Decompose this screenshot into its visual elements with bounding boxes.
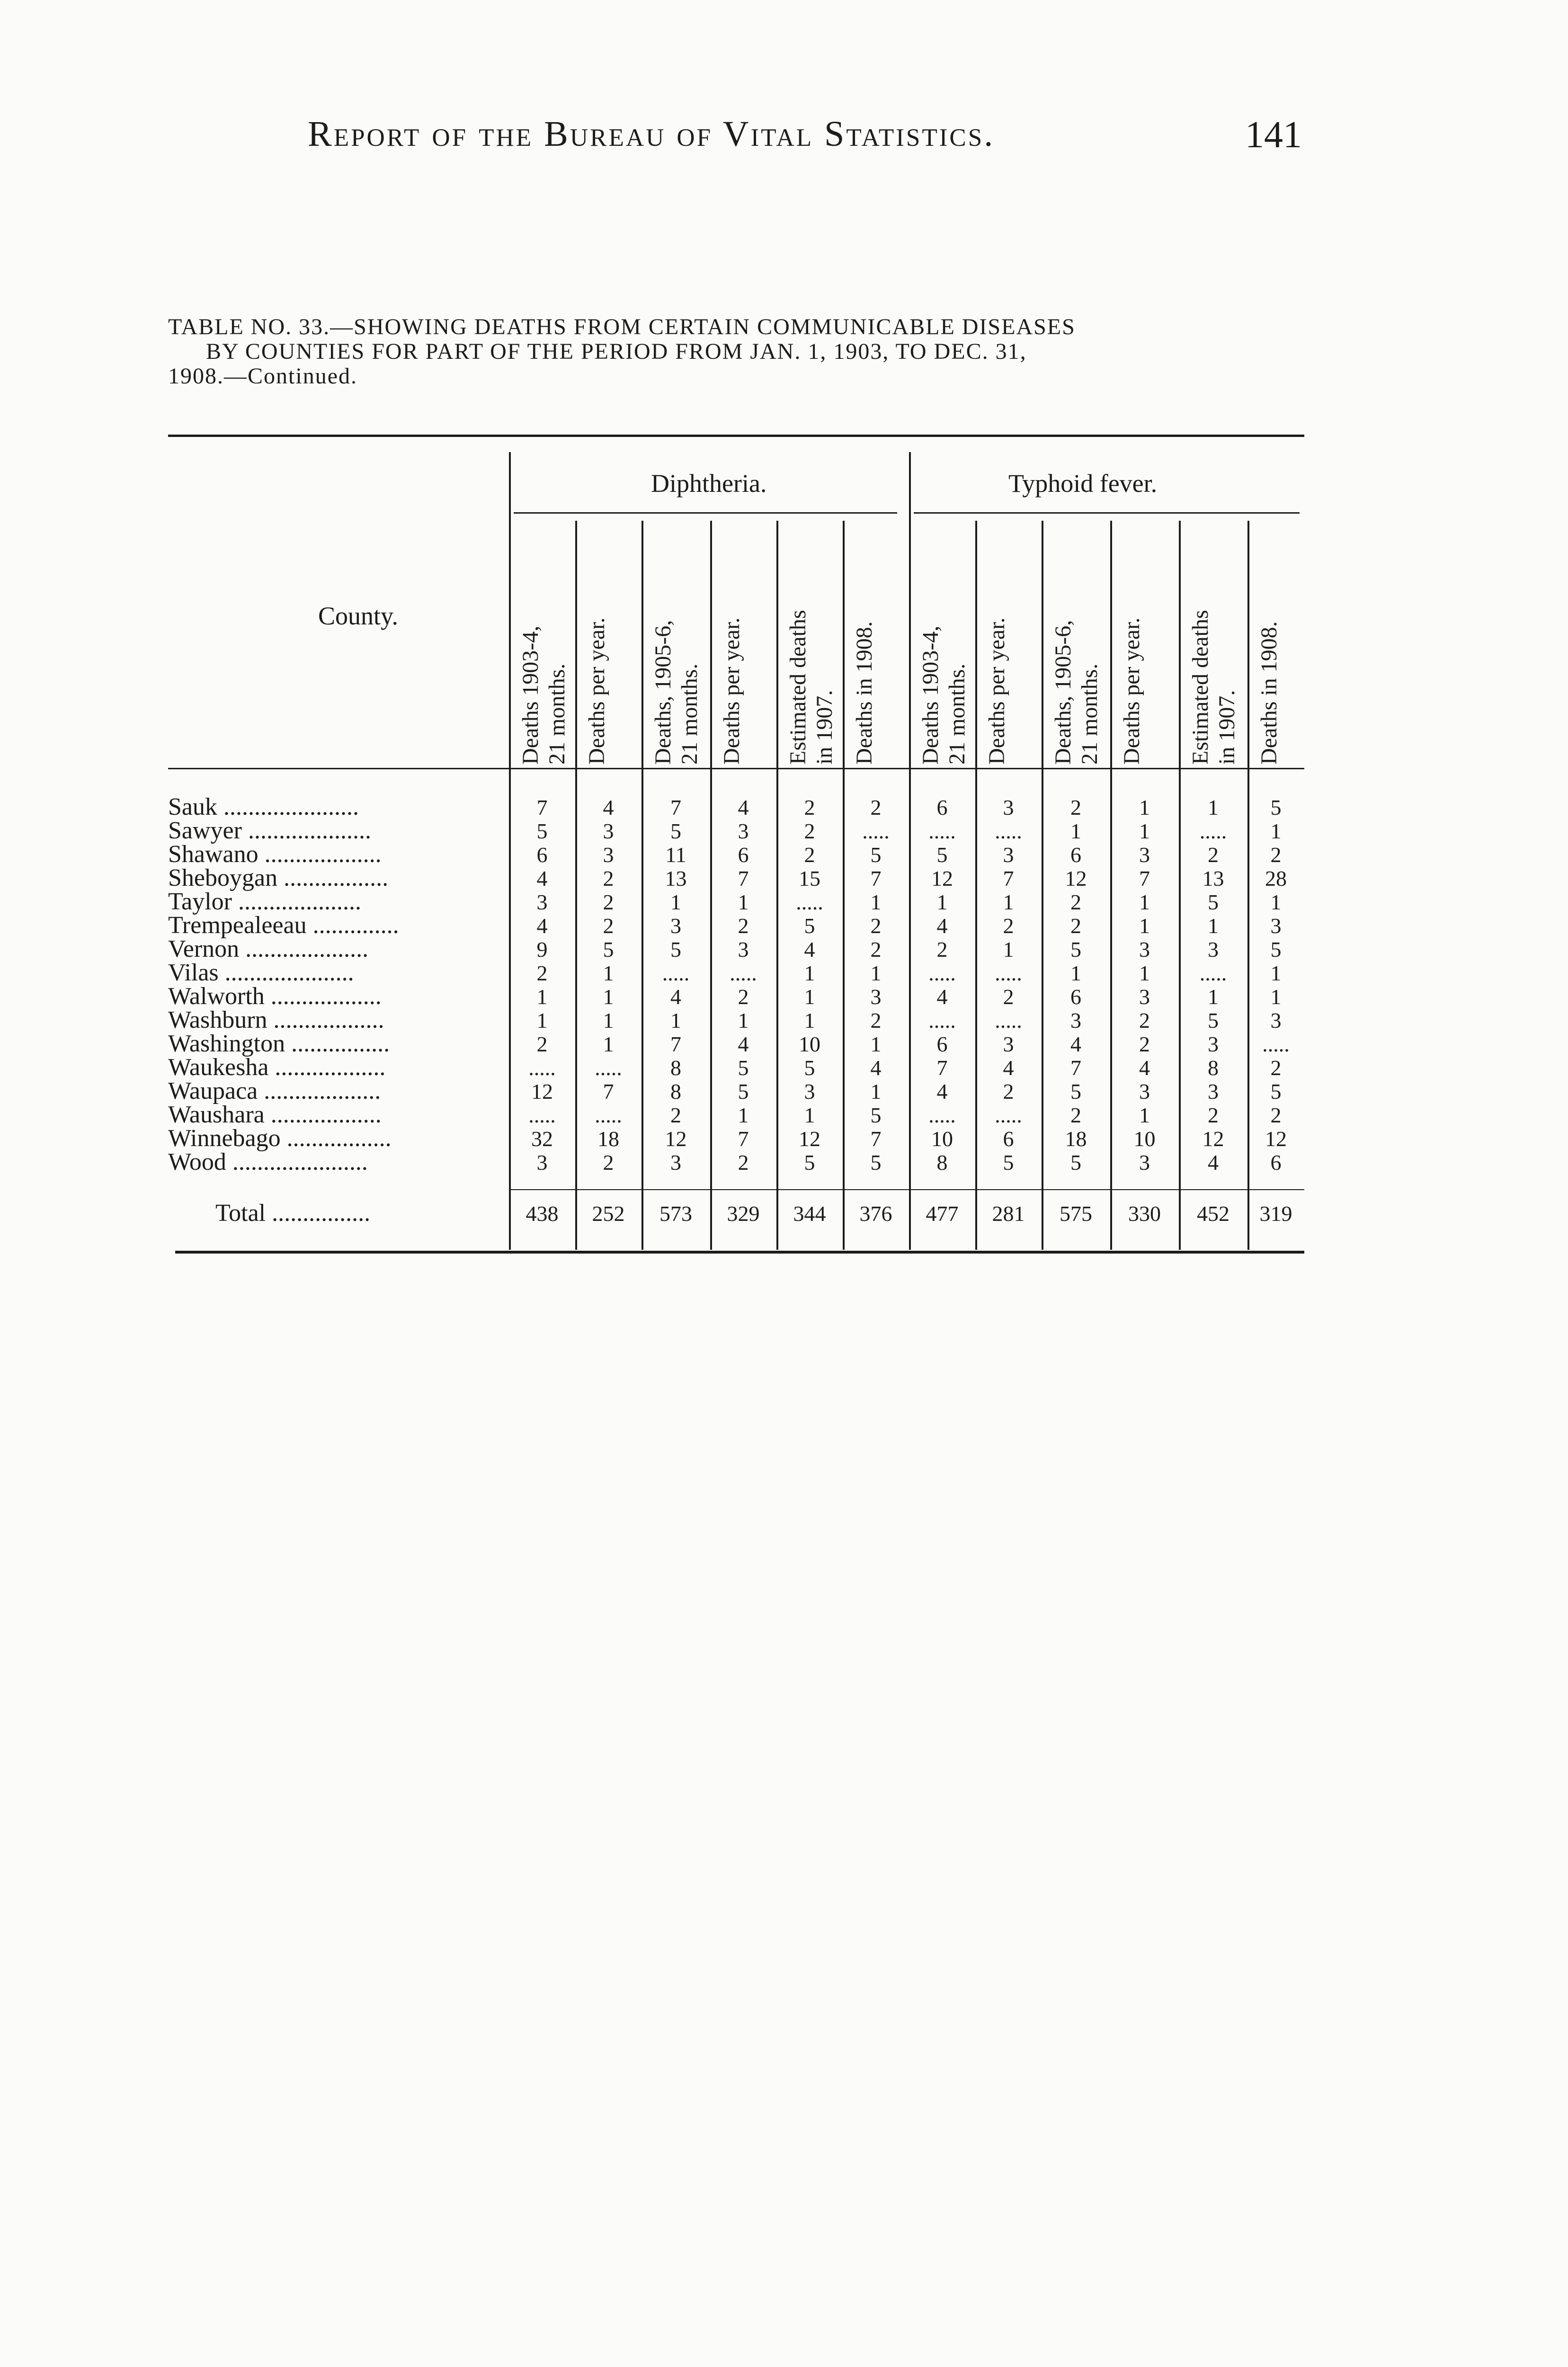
- table-cell: 6: [1270, 1150, 1282, 1175]
- table-cell: 5: [804, 1150, 815, 1175]
- table-cell: .....: [1262, 1032, 1290, 1056]
- table-cell: 2: [603, 914, 614, 938]
- county-name: Waukesha ..................: [168, 1054, 386, 1081]
- table-cell: 5: [536, 819, 548, 843]
- table-cell: 5: [670, 937, 681, 961]
- table-cell: 13: [665, 866, 687, 890]
- table-cell: 2: [603, 1150, 614, 1175]
- table-cell: 1: [536, 1008, 548, 1032]
- table-cell: 2: [870, 1008, 882, 1032]
- header-rule: [168, 768, 1304, 769]
- table-cell: 1: [738, 1008, 749, 1032]
- page-number: 141: [1245, 114, 1302, 156]
- column-header-line1: Deaths in 1908.: [852, 621, 877, 765]
- table-cell: .....: [995, 1103, 1022, 1127]
- table-cell: 1: [1208, 985, 1219, 1009]
- table-cell: 3: [1139, 937, 1150, 961]
- county-name: Shawano ...................: [168, 841, 382, 868]
- table-cell: 1: [1208, 795, 1219, 819]
- column-header-line2: 21 months.: [1077, 663, 1102, 765]
- column-header-line2: 21 months.: [944, 663, 970, 765]
- table-cell: 1: [1139, 1103, 1150, 1127]
- table-cell: 2: [1208, 843, 1219, 867]
- table-cell: 2: [1003, 914, 1014, 938]
- table-cell: 1: [670, 1008, 681, 1032]
- table-cell: 3: [1139, 1150, 1150, 1175]
- table-cell: 4: [738, 1032, 749, 1056]
- column-header-line1: Deaths in 1908.: [1256, 621, 1282, 765]
- column-header-line2: in 1907.: [1214, 690, 1239, 765]
- table-cell: 32: [531, 1127, 553, 1151]
- table-cell: 1: [804, 1103, 815, 1127]
- table-cell: 12: [1202, 1127, 1224, 1151]
- table-cell: 5: [1270, 795, 1282, 819]
- table-cell: 4: [936, 985, 948, 1009]
- column-header-line2: 21 months.: [544, 663, 570, 765]
- group-header-diphtheria: Diphtheria.: [651, 469, 767, 498]
- table-cell: 4: [936, 1079, 948, 1103]
- table-cell: 3: [1270, 1008, 1282, 1032]
- table-cell: 5: [870, 1150, 882, 1175]
- table-cell: 1: [1208, 914, 1219, 938]
- table-cell: 2: [1070, 795, 1081, 819]
- table-cell: 12: [1265, 1127, 1287, 1151]
- table-cell: 1: [603, 1008, 614, 1032]
- table-cell: 12: [665, 1127, 687, 1151]
- table-cell: 4: [936, 914, 948, 938]
- total-cell: 575: [1060, 1201, 1092, 1226]
- table-cell: 5: [870, 843, 882, 867]
- table-cell: .....: [928, 819, 956, 843]
- table-cell: 1: [1003, 890, 1014, 914]
- table-cell: 1: [1139, 795, 1150, 819]
- table-cell: 3: [870, 985, 882, 1009]
- table-cell: 2: [870, 937, 882, 961]
- table-cell: 6: [1003, 1127, 1014, 1151]
- table-cell: .....: [730, 961, 757, 985]
- table-cell: 12: [531, 1079, 553, 1103]
- total-cell: 438: [526, 1201, 559, 1226]
- table-cell: 4: [536, 914, 548, 938]
- table-cell: 7: [870, 866, 882, 890]
- county-name: Winnebago .................: [168, 1125, 392, 1152]
- column-header-line1: Deaths per year.: [584, 617, 609, 765]
- table-cell: 5: [1208, 890, 1219, 914]
- table-cell: 3: [1208, 1032, 1219, 1056]
- table-cell: 2: [1070, 914, 1081, 938]
- table-cell: 7: [936, 1056, 948, 1080]
- table-cell: 1: [603, 985, 614, 1009]
- table-cell: 2: [804, 795, 815, 819]
- table-cell: 2: [1003, 985, 1014, 1009]
- table-cell: 1: [870, 1079, 882, 1103]
- table-cell: 2: [603, 890, 614, 914]
- table-cell: 2: [670, 1103, 681, 1127]
- table-cell: 2: [1270, 1103, 1282, 1127]
- table-cell: .....: [1199, 961, 1227, 985]
- table-cell: 13: [1202, 866, 1224, 890]
- table-cell: 1: [870, 890, 882, 914]
- total-cell: 452: [1197, 1201, 1229, 1226]
- table-cell: .....: [528, 1103, 556, 1127]
- table-cell: 7: [670, 1032, 681, 1056]
- table-cell: 3: [1003, 1032, 1014, 1056]
- table-cell: 5: [804, 914, 815, 938]
- column-header-line1: Estimated deaths: [785, 610, 811, 765]
- table-cell: 15: [799, 866, 820, 890]
- county-name: Sauk ......................: [168, 793, 359, 820]
- table-cell: 2: [1070, 890, 1081, 914]
- caption-line: 1908.—Continued.: [168, 364, 357, 389]
- table-cell: 3: [603, 843, 614, 867]
- table-cell: 3: [738, 937, 749, 961]
- table-cell: 6: [1070, 985, 1081, 1009]
- table-cell: 5: [936, 843, 948, 867]
- table-cell: 10: [799, 1032, 820, 1056]
- county-name: Waushara ..................: [168, 1101, 382, 1128]
- table-cell: 3: [1139, 985, 1150, 1009]
- column-header-line1: Deaths per year.: [984, 617, 1009, 765]
- table-cell: 1: [1070, 961, 1081, 985]
- table-cell: 2: [603, 866, 614, 890]
- table-cell: 7: [738, 1127, 749, 1151]
- table-cell: 5: [1270, 937, 1282, 961]
- table-cell: 2: [738, 1150, 749, 1175]
- table-cell: 5: [1208, 1008, 1219, 1032]
- table-cell: 5: [738, 1056, 749, 1080]
- table-cell: 18: [597, 1127, 619, 1151]
- table-cell: 4: [1003, 1056, 1014, 1080]
- table-cell: 2: [870, 914, 882, 938]
- total-cell: 281: [992, 1201, 1025, 1226]
- table-cell: 7: [1003, 866, 1014, 890]
- table-cell: 1: [603, 961, 614, 985]
- table-cell: 8: [670, 1056, 681, 1080]
- column-header-line1: Deaths per year.: [719, 617, 744, 765]
- table-cell: .....: [1199, 819, 1227, 843]
- table-cell: 3: [536, 1150, 548, 1175]
- table-cell: 5: [670, 819, 681, 843]
- caption-line: BY COUNTIES FOR PART OF THE PERIOD FROM JAN. 1, 1903, TO DEC. 31,: [206, 339, 1027, 364]
- table-cell: 8: [936, 1150, 948, 1175]
- total-cell: 477: [926, 1201, 959, 1226]
- table-cell: 1: [670, 890, 681, 914]
- table-cell: 5: [1070, 937, 1081, 961]
- table-cell: 8: [670, 1079, 681, 1103]
- county-name: Washburn ..................: [168, 1006, 384, 1033]
- table-cell: 2: [1139, 1032, 1150, 1056]
- total-cell: 344: [793, 1201, 826, 1226]
- county-name: Washington ................: [168, 1030, 390, 1057]
- table-cell: 5: [1070, 1150, 1081, 1175]
- table-cell: 5: [804, 1056, 815, 1080]
- table-cell: 1: [804, 961, 815, 985]
- table-cell: 6: [1070, 843, 1081, 867]
- table-cell: .....: [528, 1056, 556, 1080]
- column-header-line1: Deaths 1903-4,: [518, 625, 543, 765]
- table-cell: 6: [936, 1032, 948, 1056]
- top-rule: [168, 435, 1304, 437]
- total-label: Total ................: [215, 1200, 371, 1227]
- table-cell: 3: [1270, 914, 1282, 938]
- total-cell: 573: [659, 1201, 692, 1226]
- column-header-line1: Deaths, 1905-6,: [650, 620, 676, 765]
- table-cell: 3: [1003, 795, 1014, 819]
- table-cell: 4: [804, 937, 815, 961]
- table-cell: 3: [1003, 843, 1014, 867]
- group-header-typhoid-fever: Typhoid fever.: [1008, 469, 1158, 498]
- table-cell: 1: [1270, 819, 1282, 843]
- county-name: Sawyer ....................: [168, 817, 371, 844]
- table-cell: 3: [603, 819, 614, 843]
- table-cell: 3: [670, 1150, 681, 1175]
- total-rule: [509, 1189, 1304, 1190]
- table-cell: 2: [738, 914, 749, 938]
- table-cell: 7: [1139, 866, 1150, 890]
- table-cell: 1: [1139, 890, 1150, 914]
- table-cell: 2: [536, 1032, 548, 1056]
- running-title: Report of the Bureau of Vital Statistics.: [308, 114, 995, 154]
- table-cell: 2: [804, 819, 815, 843]
- table-cell: 12: [799, 1127, 820, 1151]
- table-cell: 5: [1070, 1079, 1081, 1103]
- table-cell: 1: [1270, 890, 1282, 914]
- table-cell: 3: [1208, 937, 1219, 961]
- table-cell: 2: [804, 843, 815, 867]
- county-name: Wood ......................: [168, 1148, 368, 1175]
- total-cell: 319: [1259, 1201, 1292, 1226]
- county-name: Vernon ....................: [168, 935, 369, 962]
- table-cell: 1: [603, 1032, 614, 1056]
- county-name: Vilas .....................: [168, 959, 354, 986]
- table-caption: [168, 315, 1304, 389]
- caption-line: TABLE NO. 33.—SHOWING DEATHS FROM CERTAIN COMMUNICABLE DISEASES: [168, 314, 1076, 339]
- table-cell: .....: [995, 961, 1022, 985]
- table-cell: 2: [1208, 1103, 1219, 1127]
- table-cell: .....: [995, 1008, 1022, 1032]
- page-header: [308, 114, 1302, 166]
- table-cell: 3: [804, 1079, 815, 1103]
- total-cell: 329: [727, 1201, 760, 1226]
- table-cell: 3: [1139, 1079, 1150, 1103]
- table-cell: 6: [738, 843, 749, 867]
- table-cell: 1: [870, 1032, 882, 1056]
- column-header-line2: 21 months.: [677, 663, 702, 765]
- table-cell: 4: [670, 985, 681, 1009]
- table-cell: 2: [1070, 1103, 1081, 1127]
- column-header-line1: Deaths 1903-4,: [918, 625, 943, 765]
- column-header-line1: Estimated deaths: [1188, 610, 1213, 765]
- table-cell: 3: [1208, 1079, 1219, 1103]
- county-header: County.: [318, 602, 399, 630]
- table-cell: 1: [1070, 819, 1081, 843]
- table-cell: 1: [804, 1008, 815, 1032]
- column-header-line2: in 1907.: [812, 690, 837, 765]
- table-cell: 3: [670, 914, 681, 938]
- table-cell: 7: [536, 795, 548, 819]
- county-name: Taylor ....................: [168, 888, 361, 915]
- table-cell: 2: [870, 795, 882, 819]
- table-cell: .....: [928, 1103, 956, 1127]
- table-cell: 3: [1139, 843, 1150, 867]
- table-cell: 11: [665, 843, 686, 867]
- county-name: Sheboygan .................: [168, 864, 389, 891]
- table-cell: 2: [1270, 1056, 1282, 1080]
- table-cell: 4: [1139, 1056, 1150, 1080]
- table-cell: 12: [931, 866, 953, 890]
- column-header-line1: Deaths per year.: [1119, 617, 1144, 765]
- table-cell: 1: [738, 890, 749, 914]
- table-cell: 1: [1139, 961, 1150, 985]
- table-cell: 10: [1133, 1127, 1156, 1151]
- table-cell: 1: [1139, 914, 1150, 938]
- table-cell: 4: [870, 1056, 882, 1080]
- table-cell: 5: [1270, 1079, 1282, 1103]
- table-cell: .....: [796, 890, 823, 914]
- table-cell: 1: [1270, 985, 1282, 1009]
- table-cell: 7: [670, 795, 681, 819]
- county-name: Waupaca ...................: [168, 1077, 381, 1104]
- table-cell: .....: [928, 1008, 956, 1032]
- table-cell: 2: [1003, 1079, 1014, 1103]
- table-cell: .....: [662, 961, 690, 985]
- group-underline: [914, 512, 1300, 514]
- table-cell: 5: [738, 1079, 749, 1103]
- bottom-rule: [175, 1251, 1304, 1254]
- table-cell: 12: [1065, 866, 1087, 890]
- table-cell: 5: [1003, 1150, 1014, 1175]
- table-cell: 1: [536, 985, 548, 1009]
- table-cell: 18: [1065, 1127, 1087, 1151]
- table-cell: 3: [536, 890, 548, 914]
- total-cell: 330: [1128, 1201, 1161, 1226]
- total-cell: 252: [592, 1201, 625, 1226]
- table-cell: 4: [1208, 1150, 1219, 1175]
- table-cell: 7: [1070, 1056, 1081, 1080]
- group-underline: [514, 512, 897, 514]
- table-cell: 6: [936, 795, 948, 819]
- table-cell: 2: [936, 937, 948, 961]
- table-cell: 28: [1265, 866, 1287, 890]
- table-cell: 7: [738, 866, 749, 890]
- table-cell: 1: [1270, 961, 1282, 985]
- table-cell: 1: [1139, 819, 1150, 843]
- table-cell: 2: [1139, 1008, 1150, 1032]
- table-cell: 2: [1270, 843, 1282, 867]
- table-cell: 1: [936, 890, 948, 914]
- table-cell: 1: [804, 985, 815, 1009]
- table-cell: 8: [1208, 1056, 1219, 1080]
- table-cell: 2: [536, 961, 548, 985]
- table-cell: 1: [738, 1103, 749, 1127]
- table-cell: 9: [536, 937, 548, 961]
- table-cell: 4: [603, 795, 614, 819]
- table-cell: .....: [862, 819, 890, 843]
- table-cell: .....: [595, 1103, 622, 1127]
- table-cell: .....: [595, 1056, 622, 1080]
- table-cell: 4: [536, 866, 548, 890]
- table-cell: 2: [738, 985, 749, 1009]
- county-name: Walworth ..................: [168, 983, 382, 1010]
- table-cell: 1: [1003, 937, 1014, 961]
- table-cell: 3: [738, 819, 749, 843]
- table-cell: 1: [870, 961, 882, 985]
- table-cell: 10: [931, 1127, 953, 1151]
- table-cell: .....: [928, 961, 956, 985]
- table-cell: 5: [603, 937, 614, 961]
- table-cell: .....: [995, 819, 1022, 843]
- table-cell: 5: [870, 1103, 882, 1127]
- total-cell: 376: [859, 1201, 892, 1226]
- table-cell: 4: [1070, 1032, 1081, 1056]
- column-header-line1: Deaths, 1905-6,: [1051, 620, 1076, 765]
- table-cell: 7: [603, 1079, 614, 1103]
- table-cell: 3: [1070, 1008, 1081, 1032]
- table-cell: 6: [536, 843, 548, 867]
- table-cell: 7: [870, 1127, 882, 1151]
- table-cell: 4: [738, 795, 749, 819]
- county-name: Trempealeeau ..............: [168, 912, 399, 939]
